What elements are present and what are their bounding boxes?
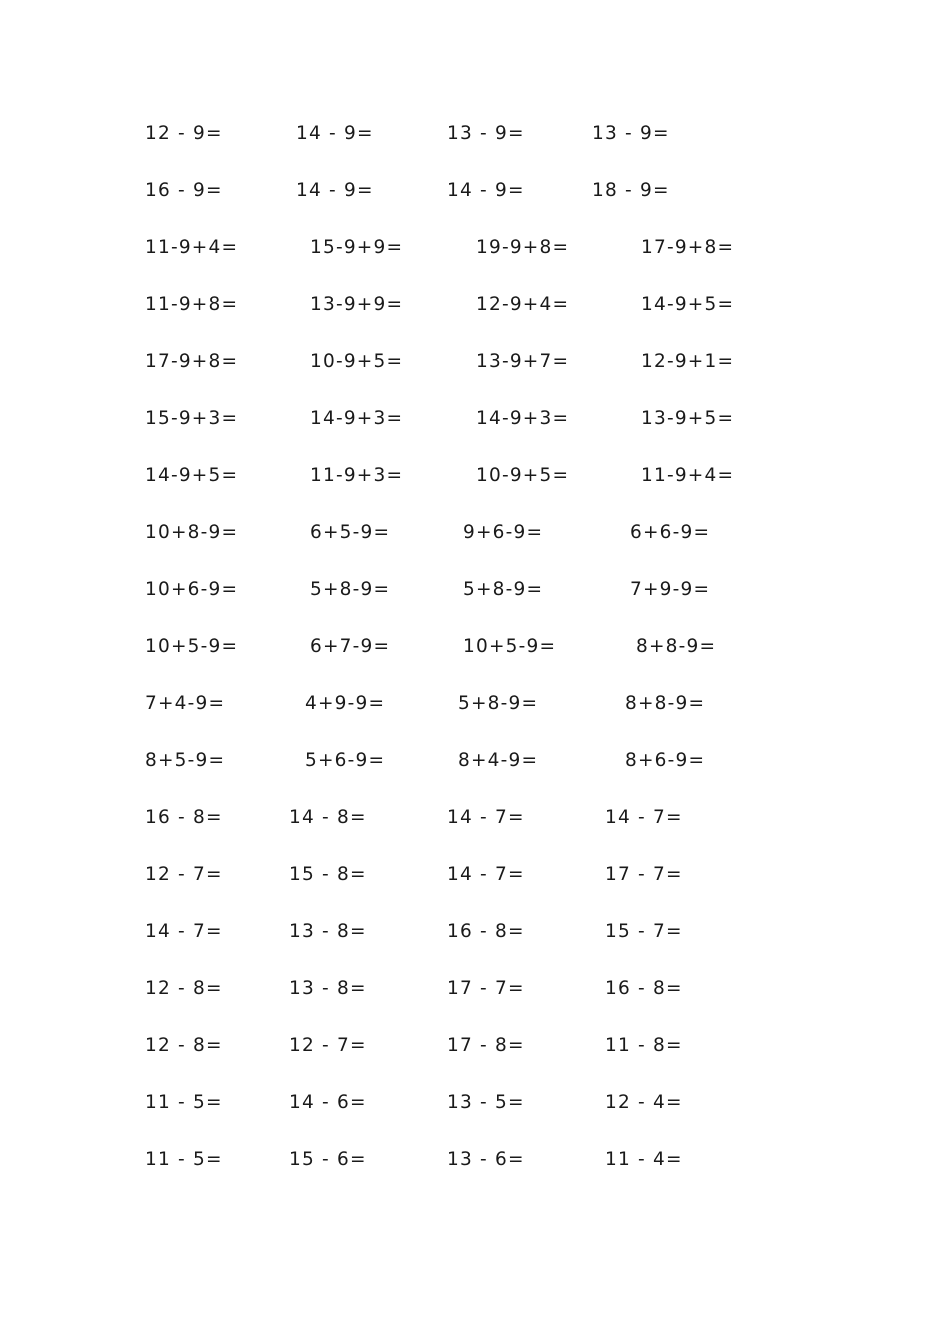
problem: 15 - 7= <box>605 921 683 942</box>
problem: 15-9+9= <box>310 237 404 258</box>
problem: 10-9+5= <box>476 465 570 486</box>
problem: 14 - 7= <box>447 807 525 828</box>
problem: 13 - 6= <box>447 1149 525 1170</box>
problem: 11-9+4= <box>641 465 735 486</box>
problem-row <box>0 746 950 776</box>
problem: 15-9+3= <box>145 408 239 429</box>
problem: 11 - 5= <box>145 1092 223 1113</box>
problem: 10+5-9= <box>463 636 557 657</box>
problem: 13 - 9= <box>592 123 670 144</box>
problem-row <box>0 689 950 719</box>
problem: 10+6-9= <box>145 579 239 600</box>
problem-row <box>0 119 950 149</box>
problem: 8+8-9= <box>625 693 706 714</box>
problem: 6+5-9= <box>310 522 391 543</box>
problem-row <box>0 575 950 605</box>
problem: 12-9+4= <box>476 294 570 315</box>
problem: 11 - 8= <box>605 1035 683 1056</box>
problem: 14 - 7= <box>605 807 683 828</box>
problem: 8+6-9= <box>625 750 706 771</box>
problem: 16 - 8= <box>605 978 683 999</box>
problem: 12-9+1= <box>641 351 735 372</box>
problem: 12 - 8= <box>145 1035 223 1056</box>
problem: 5+6-9= <box>305 750 386 771</box>
problem: 19-9+8= <box>476 237 570 258</box>
problem-row <box>0 974 950 1004</box>
problem: 16 - 8= <box>145 807 223 828</box>
problem: 9+6-9= <box>463 522 544 543</box>
problem: 14 - 9= <box>296 123 374 144</box>
problem-row <box>0 1145 950 1175</box>
problem-row <box>0 803 950 833</box>
problem: 11-9+8= <box>145 294 239 315</box>
problem: 12 - 7= <box>289 1035 367 1056</box>
problem: 5+8-9= <box>463 579 544 600</box>
problem: 8+8-9= <box>636 636 717 657</box>
problem: 18 - 9= <box>592 180 670 201</box>
problem: 12 - 9= <box>145 123 223 144</box>
problem: 13 - 5= <box>447 1092 525 1113</box>
problem: 14 - 9= <box>447 180 525 201</box>
problem: 17 - 7= <box>605 864 683 885</box>
problem: 13 - 9= <box>447 123 525 144</box>
problem: 15 - 6= <box>289 1149 367 1170</box>
problem: 10+8-9= <box>145 522 239 543</box>
problem: 14 - 7= <box>447 864 525 885</box>
problem: 17-9+8= <box>641 237 735 258</box>
problem: 10+5-9= <box>145 636 239 657</box>
problem: 12 - 7= <box>145 864 223 885</box>
problem: 14 - 7= <box>145 921 223 942</box>
problem: 14 - 9= <box>296 180 374 201</box>
problem: 17 - 7= <box>447 978 525 999</box>
problem: 11 - 5= <box>145 1149 223 1170</box>
problem: 17 - 8= <box>447 1035 525 1056</box>
problem: 16 - 8= <box>447 921 525 942</box>
problem: 14-9+5= <box>641 294 735 315</box>
problem-row <box>0 347 950 377</box>
problem-row <box>0 176 950 206</box>
problem: 8+5-9= <box>145 750 226 771</box>
problem-row <box>0 233 950 263</box>
problem: 5+8-9= <box>310 579 391 600</box>
problem: 5+8-9= <box>458 693 539 714</box>
problem: 12 - 8= <box>145 978 223 999</box>
problem: 6+6-9= <box>630 522 711 543</box>
problem: 12 - 4= <box>605 1092 683 1113</box>
problem: 6+7-9= <box>310 636 391 657</box>
problem: 13 - 8= <box>289 978 367 999</box>
problem-row <box>0 632 950 662</box>
problem: 14 - 8= <box>289 807 367 828</box>
problem: 4+9-9= <box>305 693 386 714</box>
problem: 16 - 9= <box>145 180 223 201</box>
problem: 13-9+5= <box>641 408 735 429</box>
problem-row <box>0 461 950 491</box>
problem-row <box>0 404 950 434</box>
problem: 10-9+5= <box>310 351 404 372</box>
problem-row <box>0 1088 950 1118</box>
problem: 7+9-9= <box>630 579 711 600</box>
problem: 11-9+4= <box>145 237 239 258</box>
problem: 13-9+7= <box>476 351 570 372</box>
problem: 11-9+3= <box>310 465 404 486</box>
problem: 14-9+3= <box>476 408 570 429</box>
problem-row <box>0 1031 950 1061</box>
problem: 15 - 8= <box>289 864 367 885</box>
problem-row <box>0 860 950 890</box>
problem: 13-9+9= <box>310 294 404 315</box>
problem-row <box>0 290 950 320</box>
problem-row <box>0 917 950 947</box>
problem: 11 - 4= <box>605 1149 683 1170</box>
problem: 14-9+3= <box>310 408 404 429</box>
problem-row <box>0 518 950 548</box>
problem: 13 - 8= <box>289 921 367 942</box>
problem: 14 - 6= <box>289 1092 367 1113</box>
problem: 7+4-9= <box>145 693 226 714</box>
problem: 8+4-9= <box>458 750 539 771</box>
problem: 14-9+5= <box>145 465 239 486</box>
problem: 17-9+8= <box>145 351 239 372</box>
